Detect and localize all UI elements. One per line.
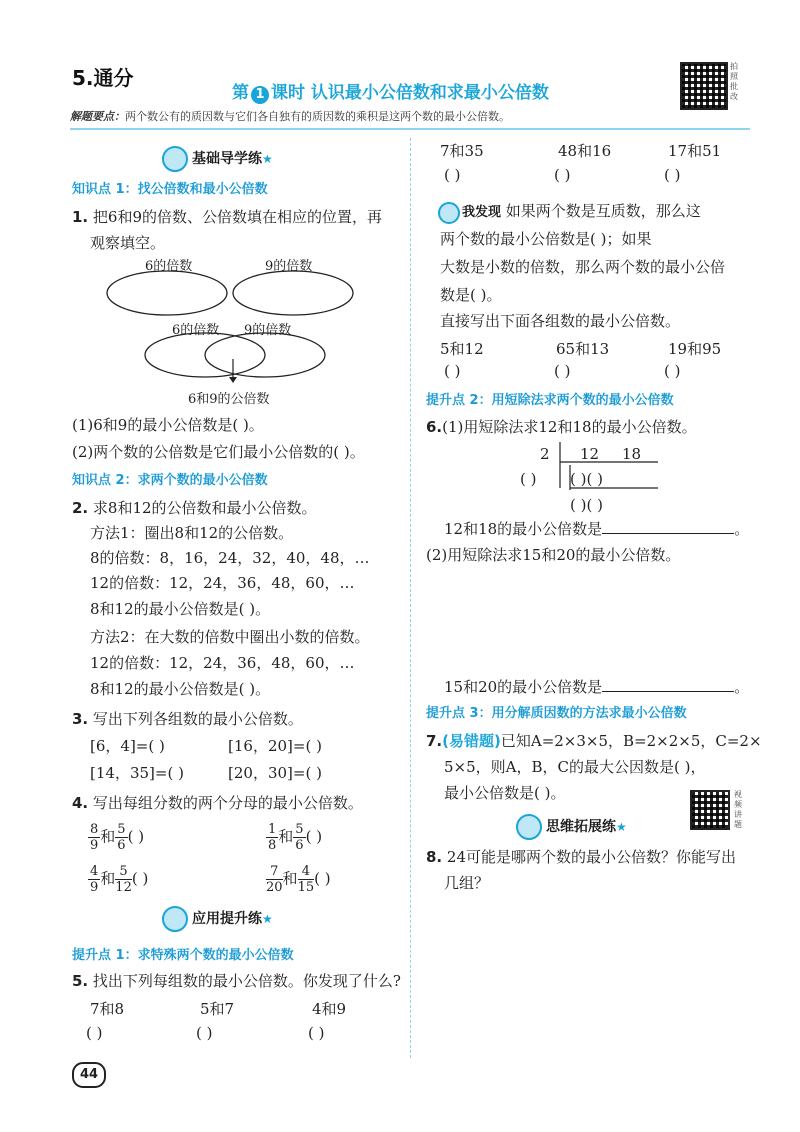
q2-method2: 方法2：在大数的倍数中圈出小数的倍数。	[90, 628, 370, 646]
label-common-multiples: 6和9的公倍数	[188, 392, 270, 407]
q5-r1-c3: 4和9	[312, 1000, 347, 1018]
label-6-multiples-b: 6的倍数	[172, 323, 220, 338]
q6-number: 6.	[426, 418, 443, 436]
q5-r3-c1: 5和12	[440, 340, 484, 358]
up2-heading: 提升点 2：用短除法求两个数的最小公倍数	[426, 393, 674, 408]
section-basic-label: 基础导学练	[192, 151, 262, 167]
fraction: $\frac{5}{6}$	[295, 822, 304, 853]
ellipse-9-multiples	[233, 271, 353, 315]
and-text: 和	[100, 869, 116, 888]
q4-number: 4.	[72, 794, 89, 812]
dividend-12: 12	[580, 445, 600, 463]
q7-line2: 5×5，则A，B，C的最大公因数是( )，	[444, 758, 706, 776]
q5-r2-p3: ( )	[664, 166, 681, 184]
answer-paren: ( )	[127, 827, 145, 846]
q8-line2: 几组？	[444, 874, 490, 892]
q5-r2-c1: 7和35	[440, 142, 484, 160]
q5-r1-c1: 7和8	[90, 1000, 125, 1018]
star-icon: ★	[262, 912, 273, 926]
qr-label-bottom: 视频讲题	[734, 790, 742, 829]
and-text: 和	[278, 827, 294, 846]
q1-sub1: (1)6和9的最小公倍数是( )。	[72, 416, 264, 434]
q2-method1: 方法1：圈出8和12的公倍数。	[90, 524, 294, 542]
q1-sub2: (2)两个数的公倍数是它们最小公倍数的( )。	[72, 443, 365, 461]
q3-item-3: [14，35]=( )	[90, 764, 184, 782]
q1-line1	[72, 206, 382, 227]
q4-pair-3	[88, 864, 148, 895]
qr-code-icon[interactable]	[680, 62, 728, 110]
q3-item-4: [20，30]=( )	[228, 764, 322, 782]
answer-blank	[602, 533, 734, 534]
q7-line3: 最小公倍数是( )。	[444, 784, 566, 802]
fraction: $\frac{7}{20}$	[266, 864, 283, 895]
column-divider	[410, 138, 411, 1058]
q5-r3-p2: ( )	[554, 362, 571, 380]
ellipse-6-multiples	[107, 271, 227, 315]
q4-pair-2	[266, 822, 322, 853]
q5-r3-c2: 65和13	[556, 340, 610, 358]
up1-heading: 提升点 1：求特殊两个数的最小公倍数	[72, 948, 294, 963]
fraction: $\frac{8}{9}$	[90, 822, 99, 853]
q5-found-line3: 大数是小数的倍数，那么两个数的最小公倍	[440, 258, 726, 276]
answer-paren: ( )	[305, 827, 323, 846]
mascot-icon	[438, 202, 460, 224]
and-text: 和	[100, 827, 116, 846]
q1-text1: 把6和9的倍数、公倍数填在相应的位置，再	[92, 208, 383, 226]
q8-number: 8.	[426, 848, 443, 866]
lesson-number-badge: 1	[251, 86, 269, 104]
q5-r2-c3: 17和51	[668, 142, 722, 160]
q1-line2: 观察填空。	[90, 234, 166, 252]
kp2-heading: 知识点 2：求两个数的最小公倍数	[72, 473, 268, 488]
q2-m1-line1: 8的倍数：8，16，24，32，40，48，…	[90, 549, 370, 567]
q6-ans1: 12和18的最小公倍数是 。	[444, 520, 750, 538]
star-icon: ★	[616, 820, 627, 834]
q4-text: 写出每组分数的两个分母的最小公倍数。	[92, 794, 363, 812]
q7-text1: 已知A=2×3×5，B=2×2×5，C=2×	[500, 732, 762, 750]
q4-pair-4	[266, 864, 331, 895]
q4-pair-1	[88, 822, 144, 853]
lesson-prefix: 第	[232, 83, 249, 103]
qr-code-icon-2[interactable]	[690, 790, 730, 830]
section-think	[516, 814, 627, 840]
q2-text: 求8和12的公倍数和最小公倍数。	[92, 499, 317, 517]
tip-label: 解题要点：	[70, 110, 125, 123]
q5-r2-c2: 48和16	[558, 142, 612, 160]
mascot-icon	[516, 814, 542, 840]
q5-r1-p1: ( )	[86, 1024, 103, 1042]
q6-ans2: 15和20的最小公倍数是 。	[444, 678, 750, 696]
and-text: 和	[282, 869, 298, 888]
section-think-label: 思维拓展练	[546, 819, 616, 835]
qr-label-top: 拍照批改	[730, 62, 738, 101]
q5-r3-p1: ( )	[444, 362, 461, 380]
unit-title: 5.通分	[72, 66, 134, 90]
q5-r1-c2: 5和7	[200, 1000, 235, 1018]
answer-blank	[602, 691, 734, 692]
q7-tag: (易错题)	[442, 732, 501, 750]
q5-title	[72, 970, 401, 991]
q7-number: 7.	[426, 732, 443, 750]
arrow-head	[229, 377, 237, 383]
up3-heading: 提升点 3：用分解质因数的方法求最小公倍数	[426, 706, 687, 721]
q2-m2-line1: 12的倍数：12，24，36，48，60，…	[90, 654, 355, 672]
dividend-18: 18	[622, 445, 642, 463]
q2-m2-line2: 8和12的最小公倍数是( )。	[90, 680, 271, 698]
fraction: $\frac{4}{9}$	[90, 864, 99, 895]
tip-text: 两个数公有的质因数与它们各自独有的质因数的乘积是这两个数的最小公倍数。	[125, 110, 510, 123]
q2-m1-line3: 8和12的最小公倍数是( )。	[90, 600, 271, 618]
q5-r1-p3: ( )	[308, 1024, 325, 1042]
q2-number: 2.	[72, 499, 89, 517]
fraction: $\frac{1}{8}$	[268, 822, 277, 853]
section-apply	[162, 906, 273, 932]
section-basic	[162, 146, 273, 172]
q5-r2-p1: ( )	[444, 166, 461, 184]
q6-sub1	[426, 416, 697, 437]
q3-item-1: [6，4]=( )	[90, 737, 165, 755]
label-9-multiples-b: 9的倍数	[244, 323, 292, 338]
q3-text: 写出下列各组数的最小公倍数。	[92, 710, 303, 728]
fraction: $\frac{5}{12}$	[115, 864, 132, 895]
q3-number: 3.	[72, 710, 89, 728]
q7-line1	[426, 730, 762, 751]
q6-sub2: (2)用短除法求15和20的最小公倍数。	[426, 546, 681, 564]
q4-title	[72, 792, 363, 813]
found-label: 我发现	[438, 205, 501, 220]
blank-divisor: ( )	[520, 470, 537, 488]
fraction: $\frac{5}{6}$	[117, 822, 126, 853]
answer-paren: ( )	[314, 869, 331, 888]
lesson-title	[232, 78, 549, 104]
q2-m1-line2: 12的倍数：12，24，36，48，60，…	[90, 574, 355, 592]
mascot-icon	[162, 146, 188, 172]
tip-bar	[70, 108, 750, 130]
label-6-multiples: 6的倍数	[145, 259, 193, 274]
section-apply-label: 应用提升练	[192, 911, 262, 927]
q5-found-line4: 数是( )。	[440, 286, 502, 304]
mascot-icon	[162, 906, 188, 932]
q8-text1: 24可能是哪两个数的最小公倍数？你能写出	[446, 848, 737, 866]
q5-r3-c3: 19和95	[668, 340, 722, 358]
blank-quotients: ( )( )	[570, 470, 603, 488]
found-text1: 如果两个数是互质数，那么这	[505, 202, 701, 220]
q5-direct: 直接写出下面各组数的最小公倍数。	[440, 312, 681, 330]
star-icon: ★	[262, 152, 273, 166]
q2-title	[72, 497, 317, 518]
label-9-multiples: 9的倍数	[265, 259, 313, 274]
q5-found-line2: 两个数的最小公倍数是( )；如果	[440, 230, 652, 248]
kp1-heading: 知识点 1：找公倍数和最小公倍数	[72, 182, 268, 197]
q6-sub1-text: (1)用短除法求12和18的最小公倍数。	[442, 418, 697, 436]
q5-r3-p3: ( )	[664, 362, 681, 380]
q8-line1	[426, 846, 736, 867]
answer-paren: ( )	[131, 869, 149, 888]
q1-number: 1.	[72, 208, 89, 226]
fraction: $\frac{4}{15}$	[297, 864, 315, 895]
q5-r1-p2: ( )	[196, 1024, 213, 1042]
lesson-rest: 课时 认识最小公倍数和求最小公倍数	[271, 83, 549, 103]
q3-item-2: [16，20]=( )	[228, 737, 322, 755]
q5-found-line1	[438, 200, 701, 224]
q5-r2-p2: ( )	[554, 166, 571, 184]
q5-text: 找出下列每组数的最小公倍数。你发现了什么?	[92, 972, 401, 990]
divisor: 2	[540, 445, 550, 463]
page-number: 44	[72, 1062, 106, 1088]
blank-results: ( )( )	[570, 496, 603, 514]
q3-title	[72, 708, 303, 729]
q5-number: 5.	[72, 972, 89, 990]
